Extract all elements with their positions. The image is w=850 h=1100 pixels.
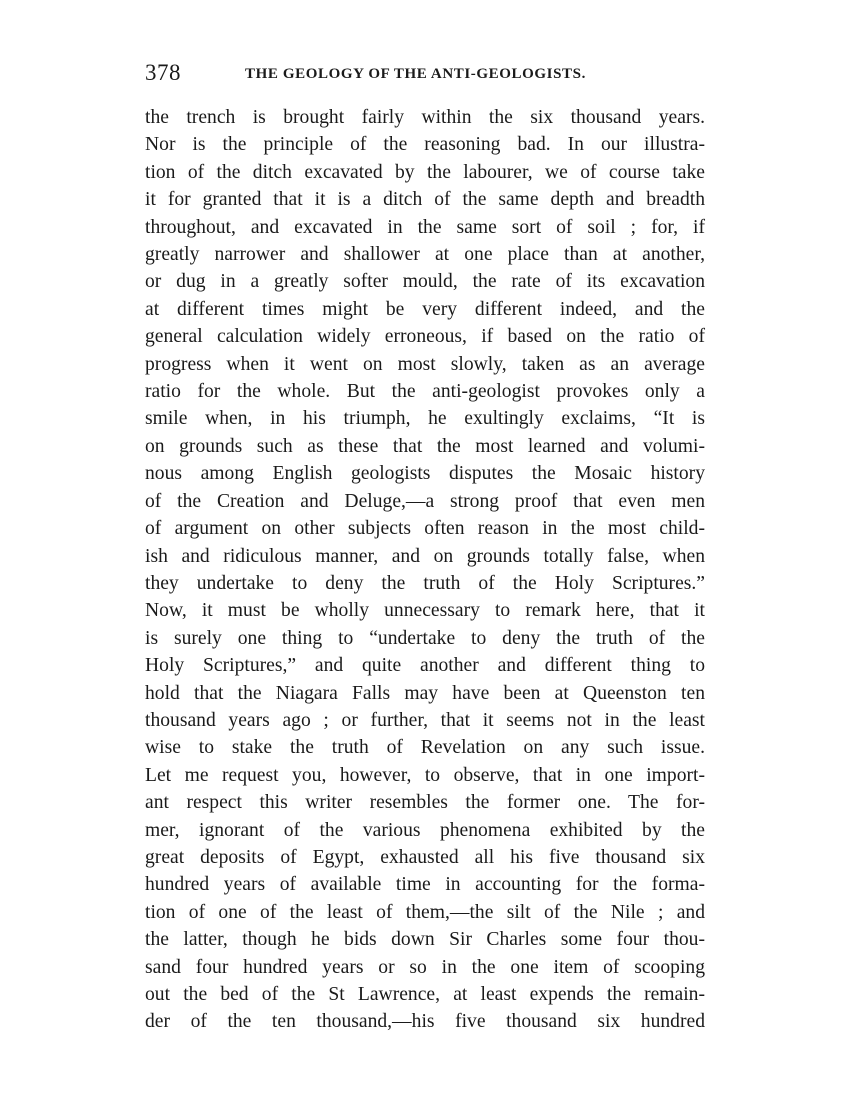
text-line: great deposits of Egypt, exhausted all his five thousand six [145,846,705,868]
text-line: out the bed of the St Lawrence, at least expends the remain- [145,984,705,1005]
text-line: on grounds such as these that the most learned and volumi- [145,435,705,457]
text-line: ratio for the whole. But the anti-geologist provokes only a [145,381,705,403]
text-line: mer, ignorant of the various phenomena exhibited by the [145,819,705,841]
text-line: of argument on other subjects often reason in the most child- [145,518,705,540]
text-line: Nor is the principle of the reasoning bad. In our illustra- [145,134,705,156]
text-line: or dug in a greatly softer mould, the rate of its excavation [145,271,705,293]
running-head [145,58,705,88]
text-line: general calculation widely erroneous, if based on the ratio of [145,326,705,348]
text-line: ant respect this writer resembles the former one. The for- [145,792,705,814]
text-line: progress when it went on most slowly, taken as an average [145,353,705,375]
text-line: the trench is brought fairly within the six thousand years. [145,107,705,128]
text-line: of the Creation and Deluge,—a strong proof that even men [145,490,705,512]
text-line: sand four hundred years or so in the one item of scooping [145,956,705,978]
page-number: 378 [145,60,181,85]
text-line: they undertake to deny the truth of the Holy Scriptures.” [145,572,705,594]
text-line: it for granted that it is a ditch of the same depth and breadth [145,189,705,211]
text-line: ish and ridiculous manner, and on grounds totally false, when [145,545,705,567]
text-line: hundred years of available time in accounting for the forma- [145,874,705,896]
text-line: tion of one of the least of them,—the silt of the Nile ; and [145,901,705,923]
text-line: tion of the ditch excavated by the labourer, we of course take [145,161,705,183]
text-line: Holy Scriptures,” and quite another and different thing to [145,655,705,677]
text-line: der of the ten thousand,—his five thousand six hundred [145,1011,705,1033]
text-line: throughout, and excavated in the same sort of soil ; for, if [145,216,705,238]
text-line: wise to stake the truth of Revelation on any such issue. [145,737,705,759]
body-text [145,104,705,1036]
text-line: thousand years ago ; or further, that it seems not in the least [145,709,705,731]
text-line: Let me request you, however, to observe, that in one import- [145,764,705,786]
text-line: Now, it must be wholly unnecessary to remark here, that it [145,600,705,622]
text-line: nous among English geologists disputes the Mosaic history [145,463,705,485]
text-line: the latter, though he bids down Sir Charles some four thou- [145,929,705,951]
text-line: hold that the Niagara Falls may have been at Queenston ten [145,682,705,704]
text-line: greatly narrower and shallower at one place than at another, [145,244,705,266]
text-line: smile when, in his triumph, he exultingly exclaims, “It is [145,408,705,430]
running-title: THE GEOLOGY OF THE ANTI-GEOLOGISTS. [245,66,586,82]
text-line: is surely one thing to “undertake to deny the truth of the [145,627,705,649]
text-line: at different times might be very different indeed, and the [145,298,705,320]
